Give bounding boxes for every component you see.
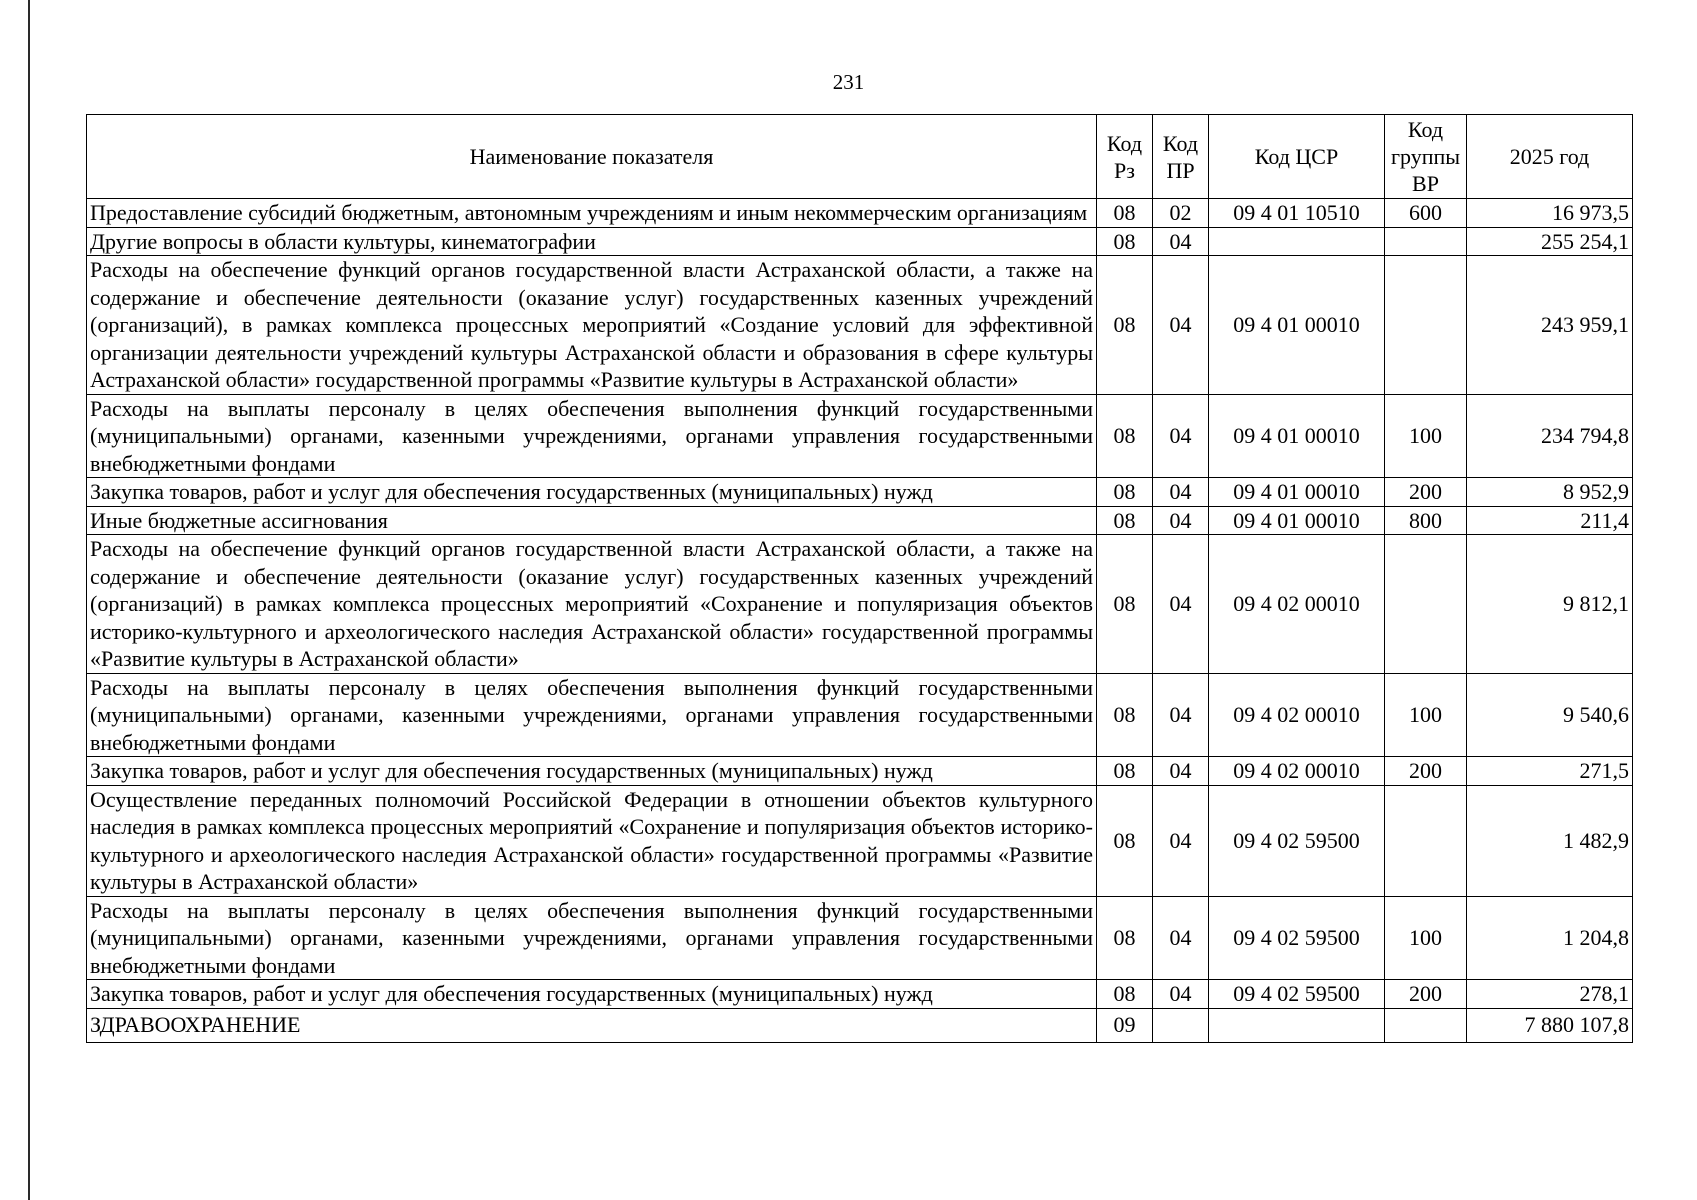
row-csr: 09 4 01 10510 xyxy=(1209,199,1385,228)
row-rz: 09 xyxy=(1097,1008,1153,1042)
table-row xyxy=(87,785,1633,896)
row-csr: 09 4 01 00010 xyxy=(1209,506,1385,535)
row-pr: 04 xyxy=(1153,673,1209,757)
row-name: Предоставление субсидий бюджетным, автономным учреждениям и иным некоммерческим организациям xyxy=(87,199,1097,228)
row-rz: 08 xyxy=(1097,673,1153,757)
row-pr xyxy=(1153,1008,1209,1042)
table-row xyxy=(87,673,1633,757)
row-csr: 09 4 01 00010 xyxy=(1209,478,1385,507)
margin-line xyxy=(28,0,30,1200)
row-csr: 09 4 02 59500 xyxy=(1209,980,1385,1009)
row-name: Осуществление переданных полномочий Российской Федерации в отношении объектов культурного наследия в рамках комплекса процессных мероприятий «Сохранение и популяризация объектов историко-культурного и археологического наследия Астраханской области» государственной программы «Развитие культуры в Астраханской области» xyxy=(87,785,1097,896)
row-vr: 200 xyxy=(1385,478,1467,507)
row-value: 8 952,9 xyxy=(1467,478,1633,507)
budget-table xyxy=(86,114,1633,1043)
row-name: Другие вопросы в области культуры, кинематографии xyxy=(87,227,1097,256)
row-rz: 08 xyxy=(1097,896,1153,980)
row-vr xyxy=(1385,535,1467,674)
row-csr xyxy=(1209,1008,1385,1042)
row-rz: 08 xyxy=(1097,506,1153,535)
row-csr: 09 4 02 00010 xyxy=(1209,535,1385,674)
row-name: Закупка товаров, работ и услуг для обеспечения государственных (муниципальных) нужд xyxy=(87,757,1097,786)
row-vr: 200 xyxy=(1385,757,1467,786)
header-pr: Код ПР xyxy=(1153,115,1209,199)
row-name: Закупка товаров, работ и услуг для обеспечения государственных (муниципальных) нужд xyxy=(87,980,1097,1009)
row-vr: 800 xyxy=(1385,506,1467,535)
header-csr: Код ЦСР xyxy=(1209,115,1385,199)
row-name: Закупка товаров, работ и услуг для обеспечения государственных (муниципальных) нужд xyxy=(87,478,1097,507)
row-pr: 02 xyxy=(1153,199,1209,228)
row-value: 211,4 xyxy=(1467,506,1633,535)
row-vr: 200 xyxy=(1385,980,1467,1009)
row-vr xyxy=(1385,1008,1467,1042)
row-csr: 09 4 02 00010 xyxy=(1209,757,1385,786)
row-vr xyxy=(1385,256,1467,395)
row-name: Расходы на обеспечение функций органов государственной власти Астраханской области, а также на содержание и обеспечение деятельности (оказание услуг) государственных казенных учреждений (организаций) в рамках комплекса процессных мероприятий «Сохранение и популяризация объектов историко-культурного и археологического наследия Астраханской области» государственной программы «Развитие культуры в Астраханской области» xyxy=(87,535,1097,674)
row-name: Иные бюджетные ассигнования xyxy=(87,506,1097,535)
table-row xyxy=(87,256,1633,395)
row-value: 16 973,5 xyxy=(1467,199,1633,228)
row-rz: 08 xyxy=(1097,227,1153,256)
row-rz: 08 xyxy=(1097,199,1153,228)
row-vr: 600 xyxy=(1385,199,1467,228)
table-row xyxy=(87,478,1633,507)
table-row xyxy=(87,394,1633,478)
row-name: ЗДРАВООХРАНЕНИЕ xyxy=(87,1008,1097,1042)
row-rz: 08 xyxy=(1097,535,1153,674)
row-csr: 09 4 02 59500 xyxy=(1209,785,1385,896)
table-row xyxy=(87,535,1633,674)
table-row xyxy=(87,506,1633,535)
row-name: Расходы на обеспечение функций органов государственной власти Астраханской области, а также на содержание и обеспечение деятельности (оказание услуг) государственных казенных учреждений (организаций), в рамках комплекса процессных мероприятий «Создание условий для эффективной организации деятельности учреждений культуры Астраханской области и образования в сфере культуры Астраханской области» государственной программы «Развитие культуры в Астраханской области» xyxy=(87,256,1097,395)
row-value: 9 540,6 xyxy=(1467,673,1633,757)
row-rz: 08 xyxy=(1097,785,1153,896)
table-header-row xyxy=(87,115,1633,199)
page-number: 231 xyxy=(832,70,865,94)
table-row xyxy=(87,980,1633,1009)
row-vr xyxy=(1385,785,1467,896)
row-csr xyxy=(1209,227,1385,256)
table-row xyxy=(87,199,1633,228)
row-rz: 08 xyxy=(1097,980,1153,1009)
row-value: 255 254,1 xyxy=(1467,227,1633,256)
row-vr: 100 xyxy=(1385,896,1467,980)
header-year: 2025 год xyxy=(1467,115,1633,199)
table-row xyxy=(87,757,1633,786)
header-name: Наименование показателя xyxy=(87,115,1097,199)
header-rz: Код Рз xyxy=(1097,115,1153,199)
row-pr: 04 xyxy=(1153,757,1209,786)
row-pr: 04 xyxy=(1153,256,1209,395)
header-vr: Код группы ВР xyxy=(1385,115,1467,199)
row-pr: 04 xyxy=(1153,227,1209,256)
row-value: 271,5 xyxy=(1467,757,1633,786)
row-value: 7 880 107,8 xyxy=(1467,1008,1633,1042)
row-value: 1 482,9 xyxy=(1467,785,1633,896)
table-row xyxy=(87,896,1633,980)
row-rz: 08 xyxy=(1097,478,1153,507)
row-value: 9 812,1 xyxy=(1467,535,1633,674)
table-row xyxy=(87,227,1633,256)
row-name: Расходы на выплаты персоналу в целях обеспечения выполнения функций государственными (муниципальными) органами, казенными учреждениями, органами управления государственными внебюджетными фондами xyxy=(87,896,1097,980)
row-vr: 100 xyxy=(1385,394,1467,478)
row-csr: 09 4 01 00010 xyxy=(1209,394,1385,478)
row-rz: 08 xyxy=(1097,394,1153,478)
row-name: Расходы на выплаты персоналу в целях обеспечения выполнения функций государственными (муниципальными) органами, казенными учреждениями, органами управления государственными внебюджетными фондами xyxy=(87,673,1097,757)
row-value: 278,1 xyxy=(1467,980,1633,1009)
table-row xyxy=(87,1008,1633,1042)
row-value: 234 794,8 xyxy=(1467,394,1633,478)
row-pr: 04 xyxy=(1153,506,1209,535)
row-name: Расходы на выплаты персоналу в целях обеспечения выполнения функций государственными (муниципальными) органами, казенными учреждениями, органами управления государственными внебюджетными фондами xyxy=(87,394,1097,478)
row-pr: 04 xyxy=(1153,785,1209,896)
row-pr: 04 xyxy=(1153,478,1209,507)
row-csr: 09 4 01 00010 xyxy=(1209,256,1385,395)
row-pr: 04 xyxy=(1153,394,1209,478)
row-pr: 04 xyxy=(1153,535,1209,674)
row-pr: 04 xyxy=(1153,896,1209,980)
row-rz: 08 xyxy=(1097,757,1153,786)
row-csr: 09 4 02 00010 xyxy=(1209,673,1385,757)
row-vr xyxy=(1385,227,1467,256)
row-vr: 100 xyxy=(1385,673,1467,757)
row-value: 243 959,1 xyxy=(1467,256,1633,395)
row-pr: 04 xyxy=(1153,980,1209,1009)
row-csr: 09 4 02 59500 xyxy=(1209,896,1385,980)
row-value: 1 204,8 xyxy=(1467,896,1633,980)
row-rz: 08 xyxy=(1097,256,1153,395)
